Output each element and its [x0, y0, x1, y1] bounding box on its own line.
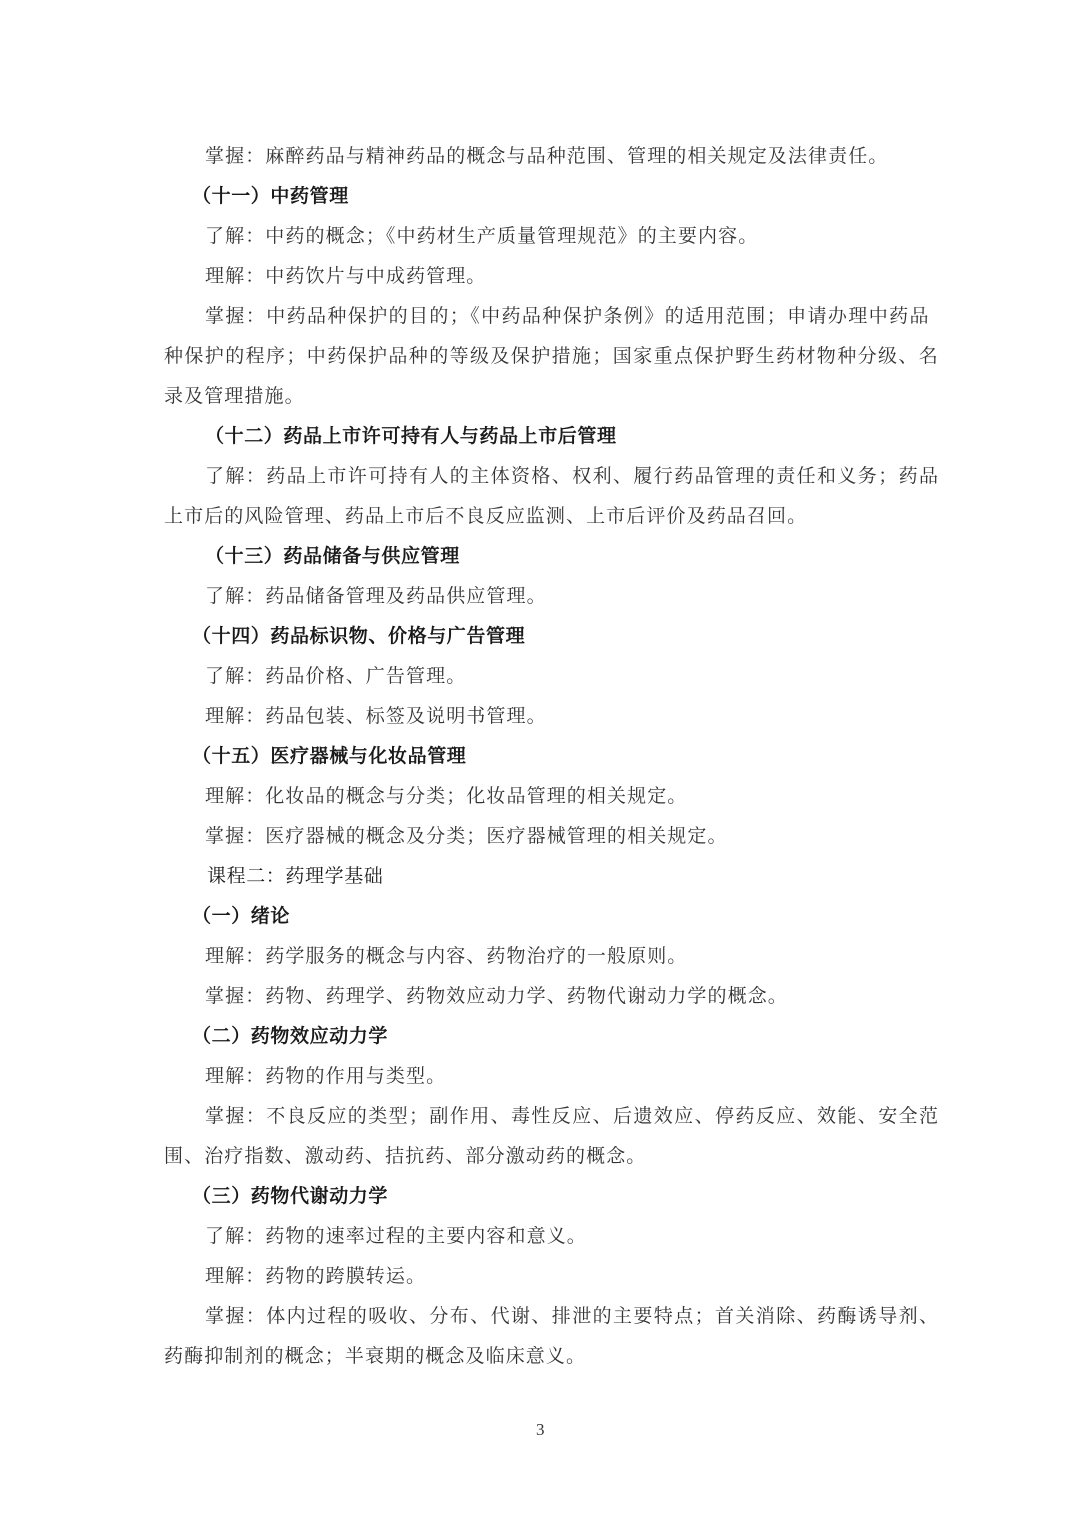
body-text: 录及管理措施。	[164, 385, 305, 407]
body-text: 掌握：药物、药理学、药物效应动力学、药物代谢动力学的概念。	[205, 985, 788, 1007]
section-heading: （三）药物代谢动力学	[192, 1185, 389, 1207]
section-heading: （十二）药品上市许可持有人与药品上市后管理	[205, 425, 617, 447]
section-heading: （十三）药品储备与供应管理	[205, 545, 460, 567]
body-text: 理解：药物的作用与类型。	[205, 1065, 447, 1087]
section-heading: （一）绪论	[192, 905, 291, 927]
body-text: 了解：药品储备管理及药品供应管理。	[205, 585, 547, 607]
body-text: 理解：药品包装、标签及说明书管理。	[205, 705, 547, 727]
body-text: 理解：中药饮片与中成药管理。	[205, 265, 487, 287]
body-text: 掌握：麻醉药品与精神药品的概念与品种范围、管理的相关规定及法律责任。	[205, 145, 889, 167]
section-heading: （十四）药品标识物、价格与广告管理	[192, 625, 526, 647]
body-text: 掌握：医疗器械的概念及分类；医疗器械管理的相关规定。	[205, 825, 728, 847]
body-text: 围、治疗指数、激动药、拮抗药、部分激动药的概念。	[164, 1145, 647, 1167]
section-heading: （二）药物效应动力学	[192, 1025, 389, 1047]
body-text: 药酶抑制剂的概念；半衰期的概念及临床意义。	[164, 1345, 587, 1367]
body-text: 了解：中药的概念；《中药材生产质量管理规范》的主要内容。	[205, 225, 759, 247]
body-text: 上市后的风险管理、药品上市后不良反应监测、上市后评价及药品召回。	[164, 505, 808, 527]
body-text: 理解：药学服务的概念与内容、药物治疗的一般原则。	[205, 945, 688, 967]
body-text: 了解：药物的速率过程的主要内容和意义。	[205, 1225, 587, 1247]
course-heading: 课程二：药理学基础	[207, 865, 384, 887]
body-text: 了解：药品价格、广告管理。	[205, 665, 467, 687]
body-text: 掌握：中药品种保护的目的；《中药品种保护条例》的适用范围；申请办理中药品	[205, 305, 930, 327]
body-text: 掌握：不良反应的类型；副作用、毒性反应、后遗效应、停药反应、效能、安全范	[205, 1105, 940, 1127]
body-text: 理解：化妆品的概念与分类；化妆品管理的相关规定。	[205, 785, 688, 807]
body-text: 掌握：体内过程的吸收、分布、代谢、排泄的主要特点；首关消除、药酶诱导剂、	[205, 1305, 940, 1327]
body-text: 了解：药品上市许可持有人的主体资格、权利、履行药品管理的责任和义务；药品	[205, 465, 940, 487]
section-heading: （十一）中药管理	[192, 185, 349, 207]
page-number: 3	[536, 1420, 545, 1439]
section-heading: （十五）医疗器械与化妆品管理	[192, 745, 467, 767]
body-text: 种保护的程序；中药保护品种的等级及保护措施；国家重点保护野生药材物种分级、名	[164, 345, 940, 367]
body-text: 理解：药物的跨膜转运。	[205, 1265, 427, 1287]
